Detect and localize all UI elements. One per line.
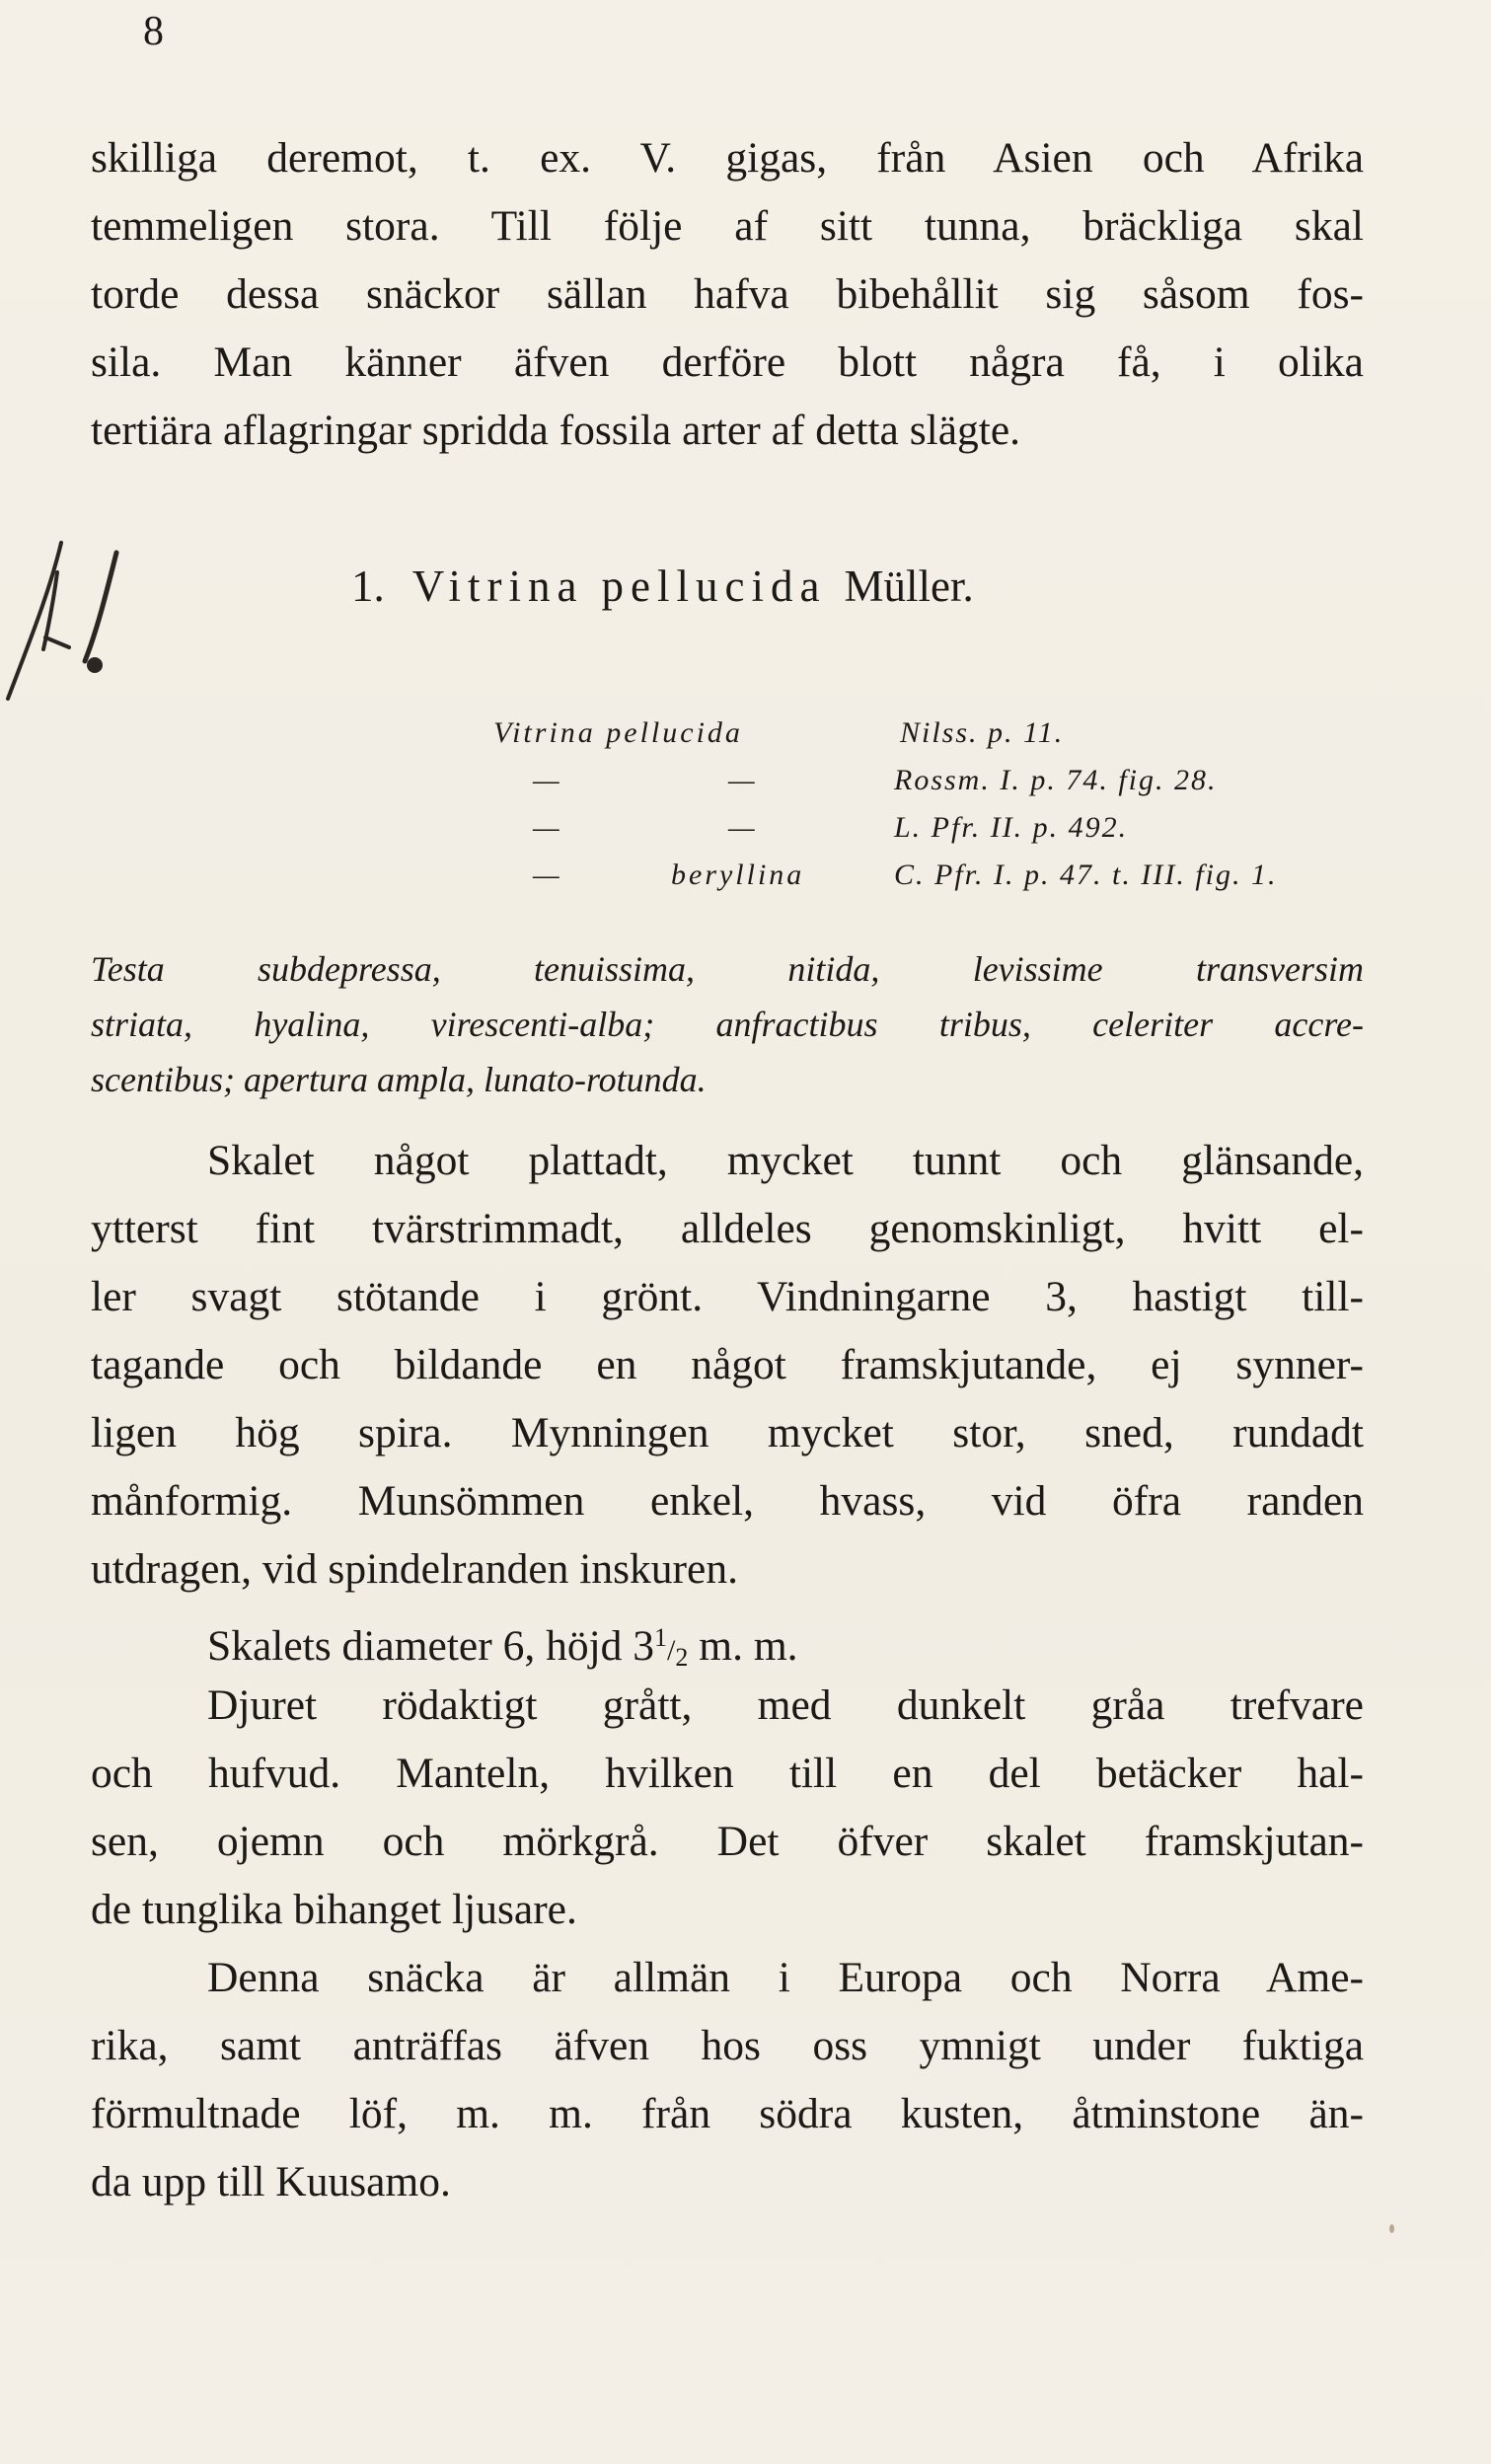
handwritten-margin-mark [0,533,158,701]
synonymy-reference: Rossm. I. p. 74. fig. 28. [894,764,1218,796]
description-line: månformig. Munsömmen enkel, hvass, vid öfra randen [91,1477,1364,1525]
animal-line: de tunglika bihanget ljusare. [91,1886,577,1933]
intro-paragraph [91,124,1364,465]
distribution-line: Denna snäcka är allmän i Europa och Norra Ame- [207,1954,1364,2001]
description-line: tagande och bildande en något framskjutande, ej synner- [91,1341,1364,1388]
latin-line: striata, hyalina, virescenti-alba; anfractibus tribus, celeriter accre- [91,1005,1364,1044]
description-line: utdragen, vid spindelranden inskuren. [91,1545,738,1593]
description-line: ytterst fint tvärstrimmadt, alldeles genomskinligt, hvitt el- [91,1205,1364,1252]
intro-line: tertiära aflagringar spridda fossila arter af detta slägte. [91,407,1021,454]
animal-line: och hufvud. Manteln, hvilken till en del betäcker hal- [91,1750,1364,1797]
description-line: ligen hög spira. Mynningen mycket stor, sned, rundadt [91,1409,1364,1456]
shell-description [91,1127,1364,1604]
paper-speck [1389,2224,1394,2233]
synonymy-dash: — [533,764,559,796]
latin-diagnosis [91,941,1364,1107]
description-line: Skalet något plattadt, mycket tunnt och glänsande, [207,1137,1364,1184]
latin-line: Testa subdepressa, tenuissima, nitida, levissime transversim [91,949,1364,989]
species-heading [351,560,974,612]
animal-line: Djuret rödaktigt grått, med dunkelt gråa trefvare [207,1681,1364,1729]
fraction-numerator: 1 [654,1623,668,1652]
intro-line: temmeligen stora. Till följe af sitt tunna, bräckliga skal [91,202,1364,250]
distribution-line: da upp till Kuusamo. [91,2158,451,2205]
species-number: 1. [351,561,385,611]
animal-line: sen, ojemn och mörkgrå. Det öfver skalet framskjutan- [91,1818,1364,1865]
species-epithet: pellucida [601,561,827,611]
synonymy-reference: Nilss. p. 11. [900,716,1065,749]
species-genus: Vitrina [411,561,584,611]
distribution-line: förmultnade löf, m. m. från södra kusten, åtminstone än- [91,2090,1364,2137]
synonymy-name: Vitrina pellucida [493,716,743,749]
synonymy-dash: — [533,811,559,844]
fraction-denominator: 2 [675,1643,689,1672]
distribution-line: rika, samt anträffas äfven hos oss ymnigt under fuktiga [91,2022,1364,2069]
synonymy-name: beryllina [671,859,805,891]
intro-line: torde dessa snäckor sällan hafva bibehållit sig såsom fos- [91,270,1364,318]
synonymy-dash: — [728,764,755,796]
synonymy-reference: L. Pfr. II. p. 492. [894,811,1129,844]
species-author: Müller. [844,561,974,611]
intro-line: skilliga deremot, t. ex. V. gigas, från Asien och Afrika [91,134,1364,182]
page-number: 8 [143,9,164,54]
synonymy-dash: — [728,811,755,844]
description-line: ler svagt stötande i grönt. Vindningarne 3, hastigt till- [91,1273,1364,1320]
animal-description [91,1672,1364,1944]
fraction: $^1/_2$ [654,1623,689,1672]
latin-line: scentibus; apertura ampla, lunato-rotunda. [91,1060,707,1099]
measurements-before: Skalets diameter 6, höjd 3 [207,1622,655,1670]
intro-line: sila. Man känner äfven derföre blott några få, i olika [91,338,1364,386]
synonymy-reference: C. Pfr. I. p. 47. t. III. fig. 1. [894,859,1278,891]
synonymy-dash: — [533,859,559,891]
distribution-paragraph [91,1944,1364,2216]
measurements-after: m. m. [688,1622,798,1670]
